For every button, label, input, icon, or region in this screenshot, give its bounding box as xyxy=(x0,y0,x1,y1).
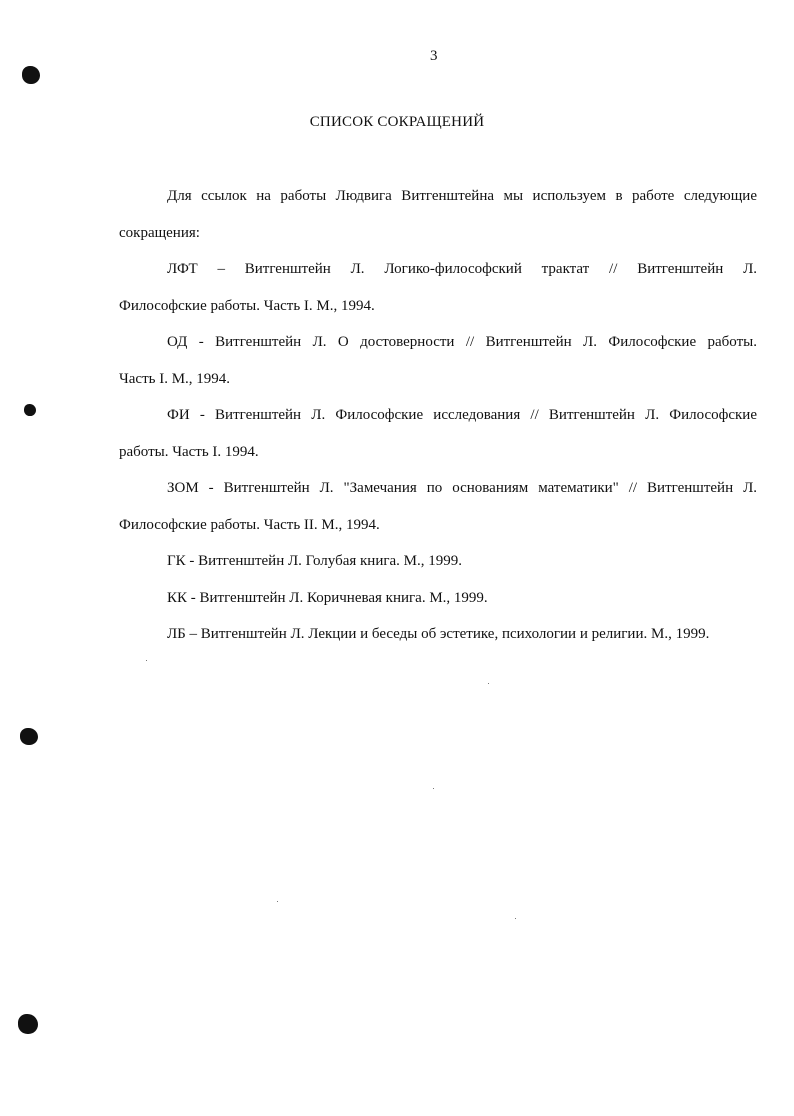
page-number: 3 xyxy=(430,48,438,64)
abbreviation-line: работы. Часть I. 1994. xyxy=(119,443,259,460)
abbreviation-item xyxy=(119,397,757,470)
abbreviation-line: ЗОМ - Витгенштейн Л. "Замечания по основаниям математики" // Витгенштейн Л. xyxy=(167,480,757,496)
abbreviation-line: ОД - Витгенштейн Л. О достоверности // Витгенштейн Л. Философские работы. xyxy=(167,334,757,350)
abbreviation-line: Часть I. М., 1994. xyxy=(119,370,231,387)
scan-speck xyxy=(146,660,147,661)
abbreviation-line: ГК - Витгенштейн Л. Голубая книга. М., 1999. xyxy=(167,553,463,569)
scan-speck xyxy=(488,683,489,684)
abbreviation-line: КК - Витгенштейн Л. Коричневая книга. М., 1999. xyxy=(167,589,488,606)
abbreviation-line: Философские работы. Часть II. М., 1994. xyxy=(119,516,380,533)
abbreviation-item xyxy=(119,580,757,617)
page-title: СПИСОК СОКРАЩЕНИЙ xyxy=(309,114,485,130)
scan-speck xyxy=(433,788,434,789)
scan-speck xyxy=(515,918,516,919)
intro-paragraph xyxy=(119,178,757,251)
punch-hole-mark xyxy=(24,404,36,416)
abbreviation-item xyxy=(119,616,757,653)
abbreviation-line: ЛФТ – Витгенштейн Л. Логико-философский трактат // Витгенштейн Л. xyxy=(167,261,757,277)
intro-line: Для ссылок на работы Людвига Витгенштейна мы используем в работе следующие xyxy=(167,188,757,204)
intro-line: сокращения: xyxy=(119,224,200,241)
abbreviation-line: ЛБ – Витгенштейн Л. Лекции и беседы об эстетике, психологии и религии. М., 1999. xyxy=(167,626,710,642)
punch-hole-mark xyxy=(22,66,40,84)
abbreviation-item xyxy=(119,251,757,324)
abbreviation-item xyxy=(119,470,757,543)
abbreviation-item xyxy=(119,324,757,397)
scan-speck xyxy=(277,901,278,902)
abbreviation-line: Философские работы. Часть I. М., 1994. xyxy=(119,297,375,314)
abbreviation-item xyxy=(119,543,757,580)
punch-hole-mark xyxy=(18,1014,38,1034)
punch-hole-mark xyxy=(20,728,38,745)
abbreviation-list xyxy=(119,251,757,653)
abbreviation-line: ФИ - Витгенштейн Л. Философские исследования // Витгенштейн Л. Философские xyxy=(167,407,757,423)
